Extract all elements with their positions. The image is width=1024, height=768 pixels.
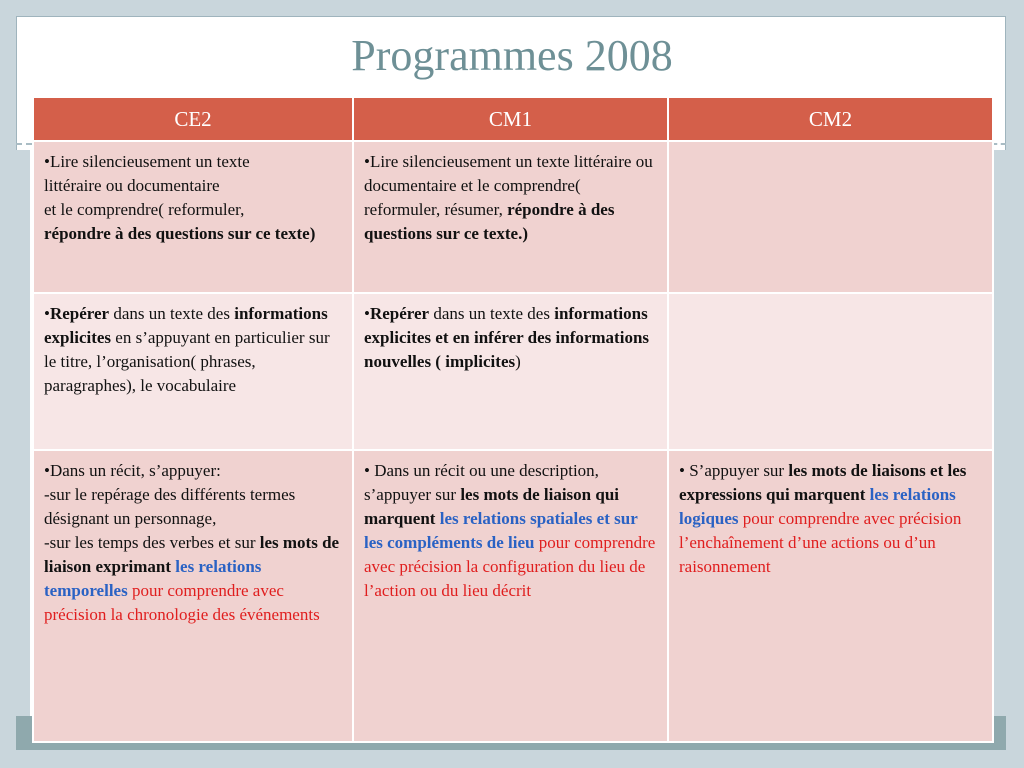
cell-bold-text: informations explicites et en inférer des informations nouvelles ( implicites <box>364 304 650 371</box>
table-row <box>33 293 993 450</box>
cell-cm1-reading <box>353 141 668 293</box>
cell-text: -sur les temps des verbes et sur <box>44 533 256 552</box>
header-ce2: CE2 <box>33 97 353 141</box>
cell-cm1-explicit <box>353 293 668 450</box>
cell-text: -sur le repérage des différents termes désignant un personnage, <box>44 485 296 528</box>
cell-blue-text: les relations logiques <box>679 485 956 528</box>
table-row <box>33 141 993 293</box>
cell-red-text: pour comprendre avec précision l’enchaînement d’une actions ou d’un raisonnement <box>679 509 962 576</box>
bullet: • <box>44 304 50 323</box>
cell-cm2-empty <box>668 141 993 293</box>
cell-text: •Lire silencieusement un texte <box>44 152 250 171</box>
dashed-line-right <box>992 143 1006 145</box>
cell-cm2-empty <box>668 293 993 450</box>
cell-text: en s’appuyant en particulier sur le titre, l’organisation( phrases, paragraphes), le vocabulaire <box>44 328 330 395</box>
cell-ce2-reading <box>33 141 353 293</box>
dashed-line-left <box>16 143 32 145</box>
cell-red-text: pour comprendre avec précision la configuration du lieu de l’action ou du lieu décrit <box>364 533 656 600</box>
cell-text: •Dans un récit, s’appuyer: <box>44 461 221 480</box>
cell-text: et le comprendre( reformuler, <box>44 200 245 219</box>
cell-bold-text: les mots de liaison exprimant <box>44 533 340 576</box>
right-decor-bar <box>992 150 1006 716</box>
cell-bold-text: les mots de liaisons et les expressions qui marquent <box>679 461 967 504</box>
header-cm2: CM2 <box>668 97 993 141</box>
cell-bold-text: répondre à des questions sur ce texte) <box>44 224 316 243</box>
cell-blue-text: les relations temporelles <box>44 557 262 600</box>
cell-ce2-linking <box>33 450 353 742</box>
cell-text: • S’appuyer sur <box>679 461 785 480</box>
cell-text: dans un texte des <box>109 304 235 323</box>
cell-blue-text: les relations spatiales et sur les compléments de lieu <box>364 509 638 552</box>
cell-text: ) <box>515 352 521 371</box>
cell-bold-text: informations explicites <box>44 304 328 347</box>
cell-bold-text: les mots de liaison qui marquent <box>364 485 620 528</box>
cell-red-text: pour comprendre avec précision la chronologie des événements <box>44 581 320 624</box>
programme-table <box>32 96 994 743</box>
table-row <box>33 450 993 742</box>
cell-text: dans un texte des <box>429 304 555 323</box>
cell-ce2-explicit <box>33 293 353 450</box>
bullet: • <box>364 304 370 323</box>
cell-bold-text: Repérer <box>49 304 110 323</box>
header-cm1: CM1 <box>353 97 668 141</box>
header-row <box>33 97 993 141</box>
cell-text: littéraire ou documentaire <box>44 176 220 195</box>
slide-title: Programmes 2008 <box>351 31 673 80</box>
cell-bold-text: répondre à des questions sur ce texte.) <box>364 200 615 243</box>
cell-text: •Lire silencieusement un texte littéraire ou documentaire et le comprendre( reformuler, résumer, <box>364 152 653 219</box>
cell-bold-text: Repérer <box>369 304 430 323</box>
left-decor-bar <box>16 150 30 716</box>
cell-cm2-linking <box>668 450 993 742</box>
cell-cm1-linking <box>353 450 668 742</box>
cell-text: • Dans un récit ou une description, s’appuyer sur <box>364 461 599 504</box>
